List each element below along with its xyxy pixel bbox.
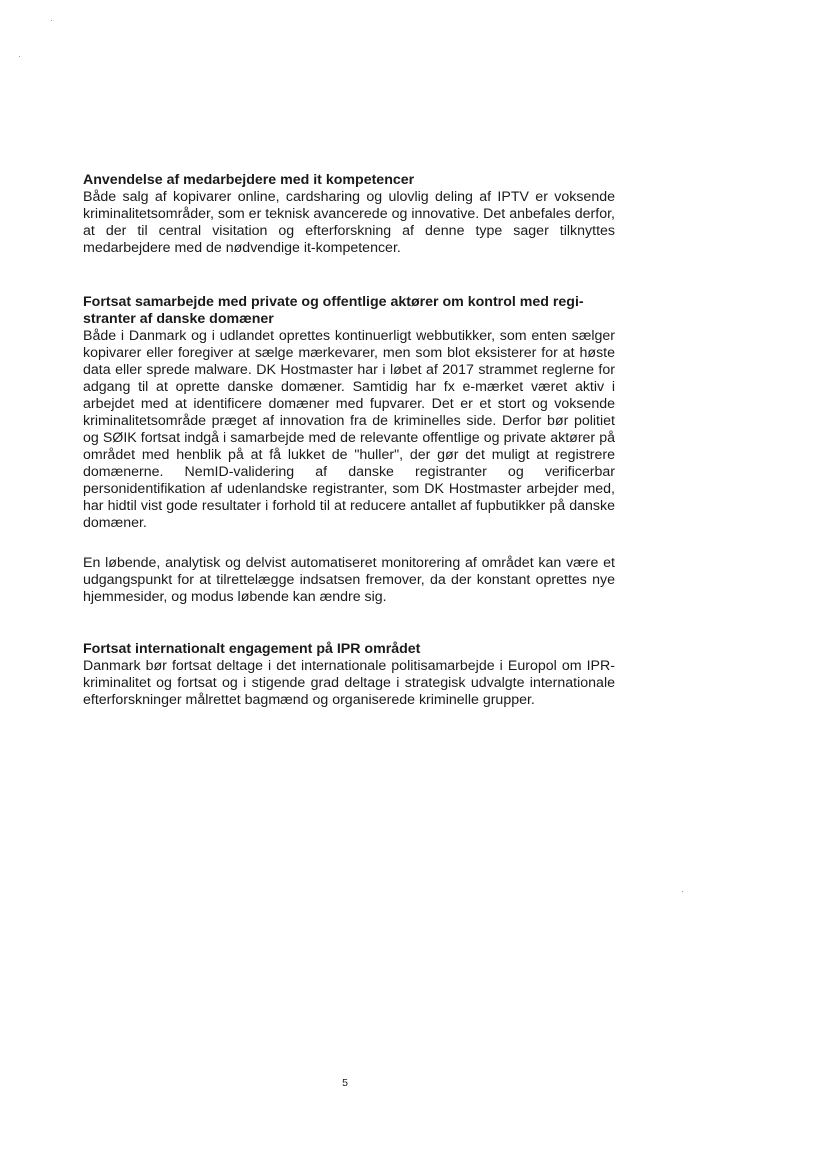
scan-speck: [682, 891, 683, 892]
section-heading: Fortsat samarbejde med private og offentlige aktører om kontrol med registranter af danske domæner: [83, 294, 584, 327]
section-international-engagement: [83, 641, 615, 709]
scan-speck: [19, 56, 20, 57]
scan-speck: [51, 20, 52, 21]
section-body: Både i Danmark og i udlandet oprettes kontinuerligt webbutikker, som enten sælger kopivarer eller foregiver at sælge mærkevarer, men som blot eksisterer for at høste data eller sprede malware. DK Hostmaster har i løbet af 2017 strammet reglerne for adgang til at oprette danske domæner. Samtidig har fx e-mærket været aktiv i arbejdet med at identificere domæner med fupvarer. Det er et stort og voksende kriminalitetsområde præget af innovation fra de kriminelles side. Derfor bør politiet og SØIK fortsat indgå i samarbejde med de relevante offentlige og private aktører på området med henblik på at få lukket de "huller", der gør det muligt at registrere domænerne. NemID-validering af danske registranter og verificerbar personidentifikation af udenlandske registranter, som DK Hostmaster arbejder med, har hidtil vist gode resultater i forhold til at reducere antallet af fupbutikker på danske domæner.: [83, 328, 615, 531]
section-heading: Anvendelse af medarbejdere med it kompetencer: [83, 172, 415, 188]
section-body: Danmark bør fortsat deltage i det internationale politisamarbejde i Europol om IPR-kriminalitet og fortsat og i stigende grad deltage i strategisk udvalgte internationale efterforskninger målrettet bagmænd og organiserede kriminelle grupper.: [83, 658, 615, 708]
section-body: En løbende, analytisk og delvist automatiseret monitorering af området kan være et udgangspunkt for at tilrettelægge indsatsen fremover, da der konstant oprettes nye hjemmesider, og modus løbende kan ændre sig.: [83, 555, 615, 605]
section-body: Både salg af kopivarer online, cardsharing og ulovlig deling af IPTV er voksende kriminalitetsområder, som er teknisk avancerede og innovative. Det anbefales derfor, at der til central visitation og efterforskning af denne type sager tilknyttes medarbejdere med de nødvendige it-kompetencer.: [83, 189, 615, 256]
section-domain-cooperation: [83, 294, 615, 532]
page-number: 5: [342, 1077, 348, 1089]
section-it-competencies: [83, 172, 615, 257]
section-heading: Fortsat internationalt engagement på IPR området: [83, 641, 421, 657]
section-monitoring-paragraph: [83, 555, 615, 606]
